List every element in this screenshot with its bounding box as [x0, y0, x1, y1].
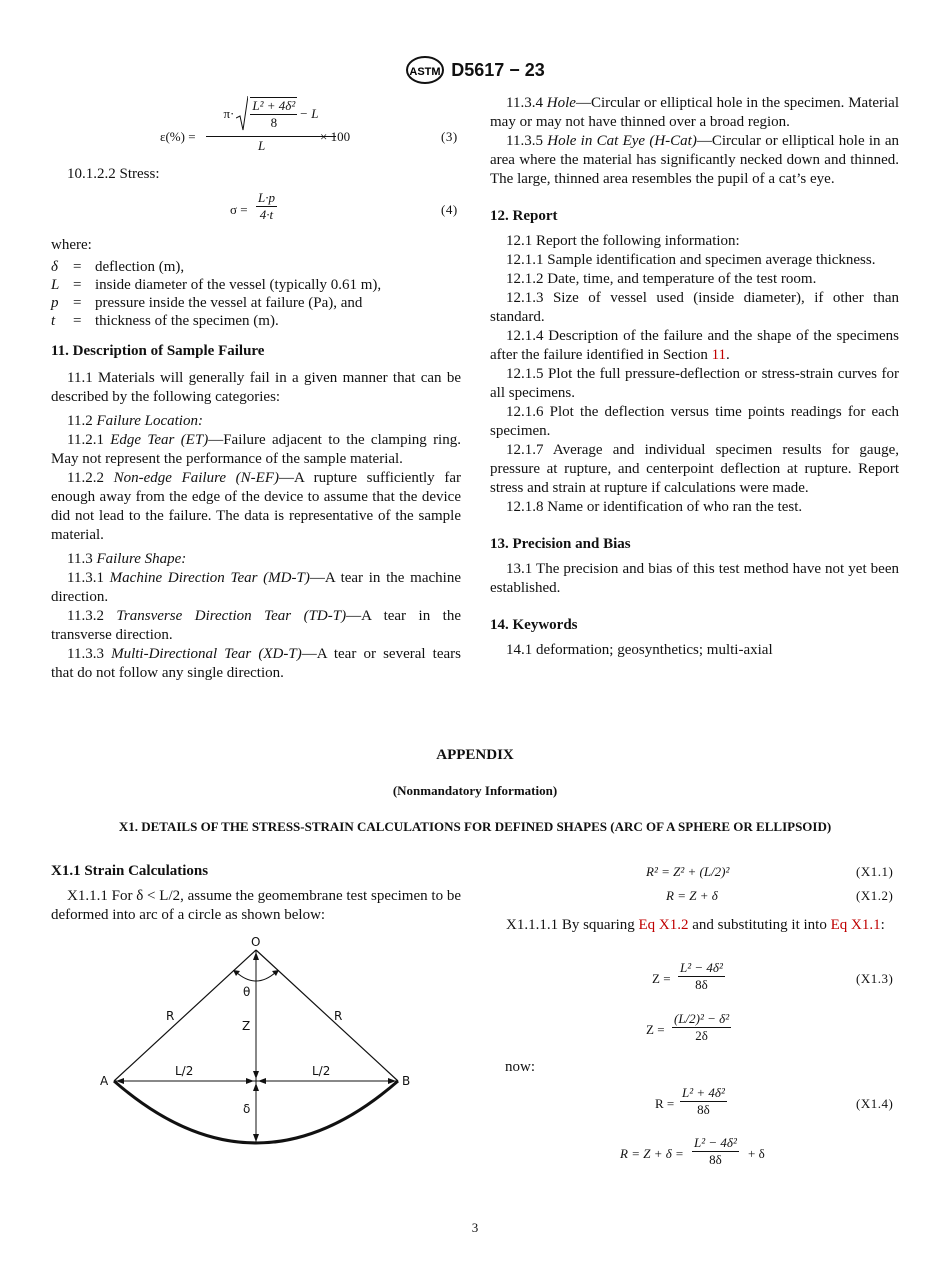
page-header	[0, 55, 950, 90]
label-z: Z	[242, 1019, 251, 1033]
equation-r-final: R = Z + δ = $\frac{\text{L² − 4δ²}}{8\delta}$ + δ	[620, 1135, 765, 1167]
x1-1-heading: X1.1 Strain Calculations	[51, 863, 209, 879]
equation-3: ε(%) = π· $\frac{\text{L² + 4δ²}}{8}$ − L L × 100 (3)	[160, 98, 458, 153]
definition-row: p = pressure inside the vessel at failure (Pa), and	[51, 295, 363, 311]
definition-row: t = thickness of the specimen (m).	[51, 313, 279, 329]
radius-line-left	[114, 950, 256, 1081]
right-column: 11.3.4 Hole—Circular or elliptical hole in the specimen. Material may or may not have thinned over a broad region. 11.3.5 Hole in Cat Eye (H-Cat)—Circular or elliptical hole in an area where the material has significantly necked down and thinned. The large, thinned area resembles the pupil of a cat’s eye. 12. Report 12.1 Report the following information: 12.1.1 Sample identification and specimen average thickness. 12.1.2 Date, time, and temperature of the test room. 12.1.3 Size of vessel used (inside diameter), if other than standard. 12.1.4 Description of the failure and the shape of the specimens after the failure identified in Section 11. 12.1.5 Plot the full pressure-deflection or stress-strain curves for all specimens. 12.1.6 Plot the deflection versus time points readings for each specimen. 12.1.7 Average and individual specimen results for gauge, pressure at rupture, and centerpoint deflection at rupture. Report stress and strain at rupture if calculations were made. 12.1.8 Name or identification of who ran the test. 13. Precision and Bias 13.1 The precision and bias of this test method have not yet been established. 14. Keywords 14.1 deformation; geosynthetics; multi-axial	[490, 95, 900, 658]
label-delta: δ	[243, 1102, 251, 1116]
definition-row: L = inside diameter of the vessel (typically 0.61 m),	[51, 277, 382, 293]
label-a: A	[100, 1074, 109, 1088]
radius-line-right	[256, 950, 398, 1081]
equation-x1-4: R = $\frac{\text{L² + 4δ²}}{8\delta}$ (X1.4)	[655, 1085, 894, 1117]
arc-diagram	[90, 930, 430, 1150]
where-label: where:	[51, 237, 92, 253]
x1-1-1-1-text: X1.1.1.1 By squaring Eq X1.2 and substituting it into Eq X1.1:	[506, 917, 885, 933]
appendix-subtitle: (Nonmandatory Information)	[392, 783, 558, 798]
equation-x1-3: Z = $\frac{\text{L² − 4δ²}}{8\delta}$ (X1.3)	[652, 960, 894, 992]
document-title: D5617 − 23	[451, 59, 545, 80]
equation-4: σ = $\frac{L\cdot p}{4\cdot t}$ (4)	[230, 190, 458, 222]
astm-logo-icon	[405, 55, 445, 85]
appendix-title: APPENDIX	[436, 747, 514, 763]
stress-label-block: 10.1.2.2 Stress:	[67, 166, 160, 182]
definition-row: δ = deflection (m),	[51, 259, 185, 275]
x1-1-block: X1.1 Strain Calculations X1.1.1 For δ < L/2, assume the geomembrane test specimen to be deformed into arc of a circle as shown below:	[51, 863, 461, 923]
section-12-heading: 12. Report	[490, 208, 558, 224]
section-11-heading: 11. Description of Sample Failure	[51, 343, 265, 359]
page-number: 3	[471, 1220, 479, 1235]
definitions-table	[51, 258, 381, 330]
x1-title: X1. DETAILS OF THE STRESS-STRAIN CALCULATIONS FOR DEFINED SHAPES (ARC OF A SPHERE OR ELLIPSOID)	[118, 819, 832, 834]
label-o: O	[251, 935, 261, 949]
section-11: 11. Description of Sample Failure 11.1 Materials will generally fail in a given manner that can be described by the following categories: 11.2 Failure Location: 11.2.1 Edge Tear (ET)—Failure adjacent to the clamping ring. May not represent the performance of the sample material. 11.2.2 Non-edge Failure (N-EF)—A rupture sufficiently far enough away from the edge of the device to assume that the device did not lead to the failure. The data is representative of the sample material. 11.3 Failure Shape: 11.3.1 Machine Direction Tear (MD-T)—A tear in the machine direction. 11.3.2 Transverse Direction Tear (TD-T)—A tear in the transverse direction. 11.3.3 Multi-Directional Tear (XD-T)—A tear or several tears that do not follow any single direction.	[51, 343, 461, 681]
label-l2-left: L/2	[175, 1064, 194, 1078]
label-l2-right: L/2	[312, 1064, 331, 1078]
svg-text:ASTM: ASTM	[409, 66, 441, 78]
sqrt-icon	[236, 96, 248, 132]
label-r-right: R	[334, 1009, 343, 1023]
eq-x1-2-link[interactable]: Eq X1.2	[638, 917, 689, 933]
label-b: B	[402, 1074, 411, 1088]
label-theta: θ	[243, 985, 251, 999]
label-r-left: R	[166, 1009, 175, 1023]
section-14-heading: 14. Keywords	[490, 617, 578, 633]
section-13-heading: 13. Precision and Bias	[490, 536, 631, 552]
section-11-link[interactable]: 11	[711, 347, 727, 363]
now-label: now:	[505, 1059, 535, 1075]
equation-z-alt: Z = $\frac{\text{(L/2)² − δ²}}{2\delta}$	[646, 1011, 730, 1043]
eq-x1-1-link[interactable]: Eq X1.1	[830, 917, 881, 933]
